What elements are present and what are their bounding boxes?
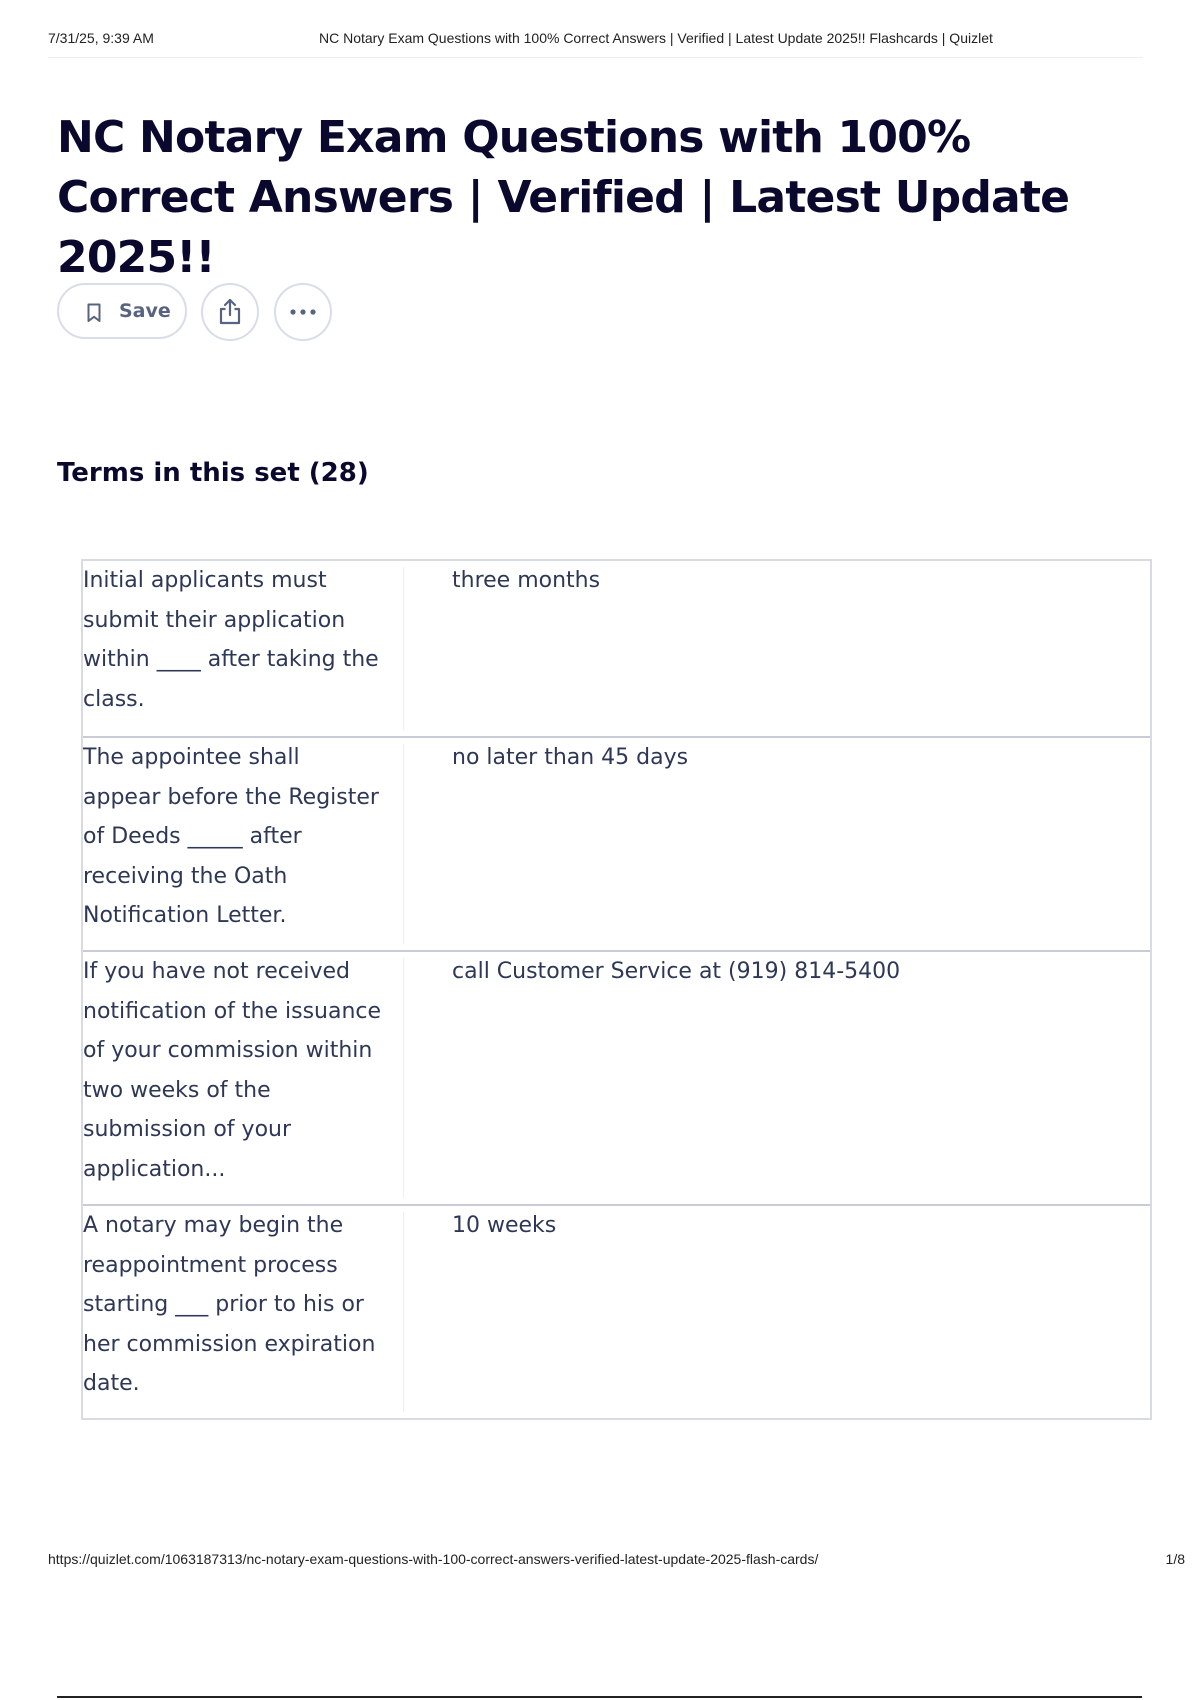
term-row	[83, 561, 1150, 736]
definition-text: three months	[452, 568, 601, 593]
column-divider	[403, 567, 404, 730]
print-footer-url: https://quizlet.com/1063187313/nc-notary-exam-questions-with-100-correct-answers-verified-latest-update-2025-flash-cards/	[48, 1551, 819, 1567]
page-bottom-divider	[57, 1696, 1142, 1698]
term-row	[83, 950, 1150, 1204]
definition-text: no later than 45 days	[452, 745, 689, 770]
column-divider	[403, 958, 404, 1198]
term-row	[83, 736, 1150, 950]
more-options-button[interactable]	[274, 283, 332, 341]
column-divider	[403, 1212, 404, 1412]
term-text: Initial applicants must submit their application within ____ after taking the class.	[83, 568, 379, 712]
bookmark-icon	[86, 303, 102, 323]
terms-table	[81, 559, 1152, 1420]
save-button[interactable]	[57, 283, 187, 339]
terms-heading: Terms in this set (28)	[57, 458, 369, 488]
print-header	[48, 30, 1152, 50]
more-options-icon	[289, 308, 317, 316]
term-row	[83, 1204, 1150, 1418]
definition-text: call Customer Service at (919) 814-5400	[452, 959, 901, 984]
share-button[interactable]	[201, 283, 259, 341]
page-title: NC Notary Exam Questions with 100% Correct Answers | Verified | Latest Update 2025!!	[57, 112, 1070, 283]
definition-text: 10 weeks	[452, 1213, 557, 1238]
term-text: The appointee shall appear before the Register of Deeds _____ after receiving the Oath Notification Letter.	[83, 745, 379, 928]
header-divider	[48, 57, 1143, 58]
print-footer-page-number: 1/8	[1165, 1551, 1185, 1567]
column-divider	[403, 744, 404, 944]
term-text: A notary may begin the reappointment process starting ___ prior to his or her commission expiration date.	[83, 1213, 376, 1396]
save-button-label: Save	[119, 300, 171, 322]
term-text: If you have not received notification of the issuance of your commission within two weeks of the submission of your application...	[83, 959, 382, 1182]
print-timestamp: 7/31/25, 9:39 AM	[48, 30, 154, 46]
share-icon	[217, 298, 243, 326]
print-document-title: NC Notary Exam Questions with 100% Correct Answers | Verified | Latest Update 2025!! Flashcards | Quizlet	[319, 30, 993, 46]
